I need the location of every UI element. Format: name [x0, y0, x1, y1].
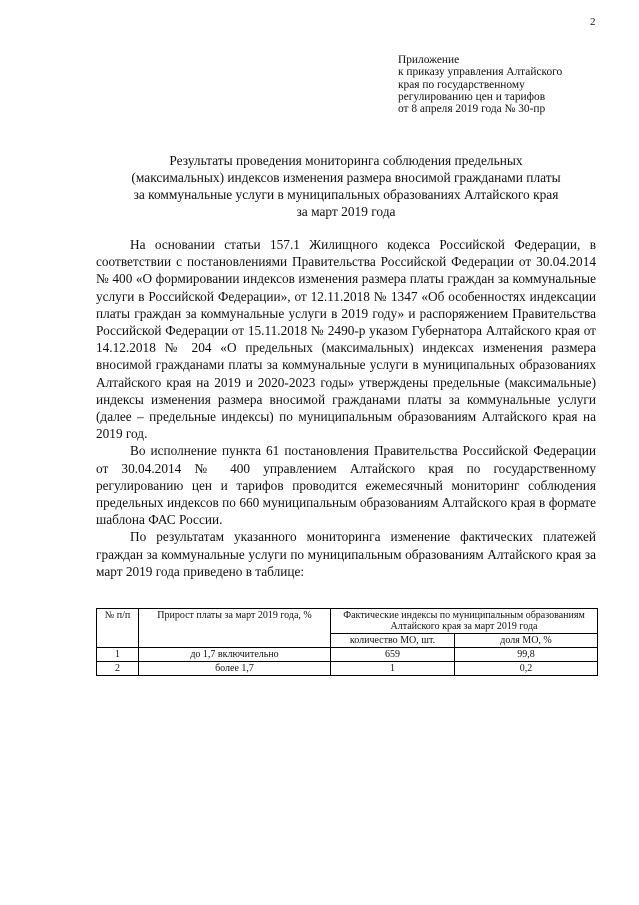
- appendix-line: регулированию цен и тарифов: [398, 90, 546, 103]
- document-body: [96, 236, 596, 580]
- paragraph-monitoring: Во исполнение пункта 61 постановления Правительства Российской Федерации от 30.04.2014 № 400 управлением Алтайского края по государственному регулированию цен и тарифов проводится ежемесячный мониторинг соблюдения предельных индексов по 660 муниципальным образованиям Алтайского края в формате шаблона ФАС России.: [96, 443, 596, 528]
- cell-growth: более 1,7: [139, 662, 331, 676]
- cell-num: 1: [97, 648, 139, 662]
- appendix-line: к приказу управления Алтайского: [398, 66, 563, 79]
- page-number: 2: [590, 16, 596, 28]
- title-line: за коммунальные услуги в муниципальных образованиях Алтайского края: [133, 187, 559, 202]
- appendix-line: Приложение: [398, 54, 460, 66]
- table-row: [97, 662, 598, 676]
- cell-count: 659: [331, 648, 455, 662]
- paragraph-results: По результатам указанного мониторинга изменение фактических платежей граждан за коммунальные услуги по муниципальным образованиям Алтайского края за март 2019 года приведено в таблице:: [96, 529, 596, 579]
- title-line: за март 2019 года: [296, 204, 396, 219]
- cell-count: 1: [331, 662, 455, 676]
- header-num: № п/п: [97, 609, 139, 648]
- header-count: количество МО, шт.: [331, 634, 455, 648]
- header-actual: Фактические индексы по муниципальным образованиям Алтайского края за март 2019 года: [331, 609, 598, 634]
- cell-num: 2: [97, 662, 139, 676]
- table-header-row: [97, 609, 598, 634]
- title-line: Результаты проведения мониторинга соблюдения предельных: [169, 153, 523, 168]
- appendix-line: края по государственному: [398, 78, 525, 91]
- cell-share: 0,2: [455, 662, 598, 676]
- cell-share: 99,8: [455, 648, 598, 662]
- paragraph-legal-basis: На основании статьи 157.1 Жилищного кодекса Российской Федерации, в соответствии с постановлениями Правительства Российской Федерации от 30.04.2014 № 400 «О формировании индексов изменения размера платы граждан за коммунальные услуги в Российской Федерации», от 12.11.2018 № 1347 «Об особенностях индексации платы граждан за коммунальные услуги в 2019 году» и распоряжением Правительства Российской Федерации от 15.11.2018 № 2490-р указом Губернатора Алтайского края от 14.12.2018 № 204 «О предельных (максимальных) индексах изменения размера вносимой гражданами платы за коммунальные услуги в муниципальных образованиях Алтайского края на 2019 и 2020-2023 годы» утверждены предельные (максимальные) индексы изменения размера вносимой гражданами платы за коммунальные услуги (далее – предельные индексы) по муниципальным образованиям Алтайского края на 2019 год.: [96, 237, 596, 442]
- header-growth: Прирост платы за март 2019 года, %: [139, 609, 331, 648]
- title-line: (максимальных) индексов изменения размера вносимой гражданами платы: [131, 170, 561, 185]
- header-share: доля МО, %: [455, 634, 598, 648]
- table-row: [97, 648, 598, 662]
- cell-growth: до 1,7 включительно: [139, 648, 331, 662]
- results-table: [96, 608, 598, 676]
- appendix-line: от 8 апреля 2019 года № 30-пр: [398, 103, 546, 116]
- document-title: [96, 152, 596, 220]
- appendix-header: [398, 54, 628, 115]
